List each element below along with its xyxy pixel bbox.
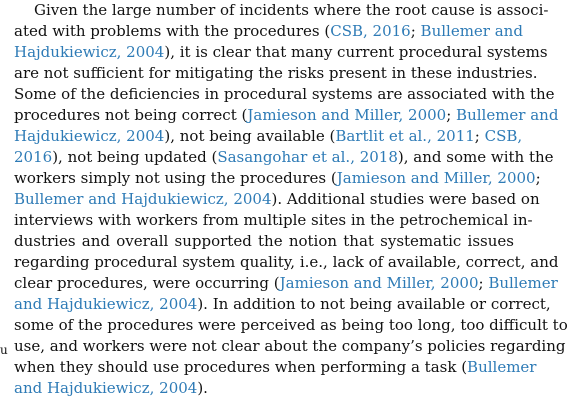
margin-mark: u bbox=[0, 343, 8, 357]
text-run: Some of the deficiencies in procedural systems are associated with the bbox=[14, 85, 555, 103]
citation-link[interactable]: Jamieson and Miller, 2000 bbox=[279, 274, 479, 292]
citation-link[interactable]: Bullemer and Hajdukiewicz, 2004 bbox=[14, 190, 272, 208]
text-run: ). In addition to not being available or correct, bbox=[197, 295, 551, 313]
citation-link[interactable]: and Hajdukiewicz, 2004 bbox=[14, 295, 198, 313]
text-run: ; bbox=[446, 106, 457, 124]
text-run: ; bbox=[474, 127, 485, 145]
citation-link[interactable]: CSB, 2016 bbox=[330, 22, 411, 40]
citation-link[interactable]: Hajdukiewicz, 2004 bbox=[14, 127, 165, 145]
text-run: ), not being updated ( bbox=[52, 148, 218, 166]
citation-link[interactable]: Bullemer bbox=[467, 358, 537, 376]
text-line bbox=[14, 63, 538, 84]
text-line bbox=[14, 378, 514, 399]
text-line bbox=[14, 84, 555, 105]
text-line bbox=[14, 252, 559, 273]
text-line bbox=[14, 105, 559, 126]
text-run: ; bbox=[535, 169, 541, 187]
citation-link[interactable]: and Hajdukiewicz, 2004 bbox=[14, 379, 198, 397]
text-run: ; bbox=[410, 22, 421, 40]
citation-link[interactable]: Jamieson and Miller, 2000 bbox=[336, 169, 536, 187]
citation-link[interactable]: Bullemer and bbox=[420, 22, 523, 40]
text-run: ). Additional studies were based on bbox=[271, 190, 540, 208]
text-run: ). bbox=[197, 379, 208, 397]
text-line bbox=[14, 315, 568, 336]
text-run: use, and workers were not clear about the company’s policies regarding bbox=[14, 337, 566, 355]
text-run: when they should use procedures when performing a task ( bbox=[14, 358, 468, 376]
text-run: workers simply not using the procedures ( bbox=[14, 169, 337, 187]
text-line bbox=[14, 147, 554, 168]
text-run: some of the procedures were perceived as being too long, too difficult to bbox=[14, 316, 568, 334]
text-run: ated with problems with the procedures ( bbox=[14, 22, 331, 40]
citation-link[interactable]: Sasangohar et al., 2018 bbox=[217, 148, 398, 166]
text-line bbox=[14, 273, 558, 294]
text-line bbox=[14, 294, 551, 315]
text-run: dustries and overall supported the notion that systematic issues bbox=[14, 232, 514, 250]
citation-link[interactable]: Jamieson and Miller, 2000 bbox=[247, 106, 447, 124]
text-line bbox=[14, 42, 548, 63]
citation-link[interactable]: Bullemer bbox=[488, 274, 558, 292]
text-run: ), it is clear that many current procedural systems bbox=[164, 43, 548, 61]
text-line bbox=[14, 210, 533, 231]
text-line bbox=[14, 231, 514, 252]
text-line bbox=[14, 357, 537, 378]
text-run: regarding procedural system quality, i.e., lack of available, correct, and bbox=[14, 253, 559, 271]
citation-link[interactable]: Hajdukiewicz, 2004 bbox=[14, 43, 165, 61]
text-line bbox=[14, 21, 523, 42]
text-line bbox=[14, 168, 541, 189]
text-line bbox=[14, 126, 523, 147]
text-line bbox=[14, 0, 549, 21]
text-run: ; bbox=[478, 274, 489, 292]
text-run: ), and some with the bbox=[397, 148, 554, 166]
citation-link[interactable]: Bartlit et al., 2011 bbox=[335, 127, 475, 145]
text-run: clear procedures, were occurring ( bbox=[14, 274, 280, 292]
citation-link[interactable]: CSB, bbox=[484, 127, 523, 145]
text-run: are not sufficient for mitigating the risks present in these industries. bbox=[14, 64, 538, 82]
text-run: procedures not being correct ( bbox=[14, 106, 248, 124]
citation-link[interactable]: 2016 bbox=[14, 148, 53, 166]
citation-link[interactable]: Bullemer and bbox=[456, 106, 559, 124]
text-line bbox=[14, 336, 566, 357]
text-line bbox=[14, 189, 540, 210]
text-run: Given the large number of incidents where the root cause is associ- bbox=[34, 1, 549, 19]
body-paragraph bbox=[14, 0, 568, 399]
text-run: ), not being available ( bbox=[164, 127, 336, 145]
text-run: interviews with workers from multiple sites in the petrochemical in- bbox=[14, 211, 533, 229]
